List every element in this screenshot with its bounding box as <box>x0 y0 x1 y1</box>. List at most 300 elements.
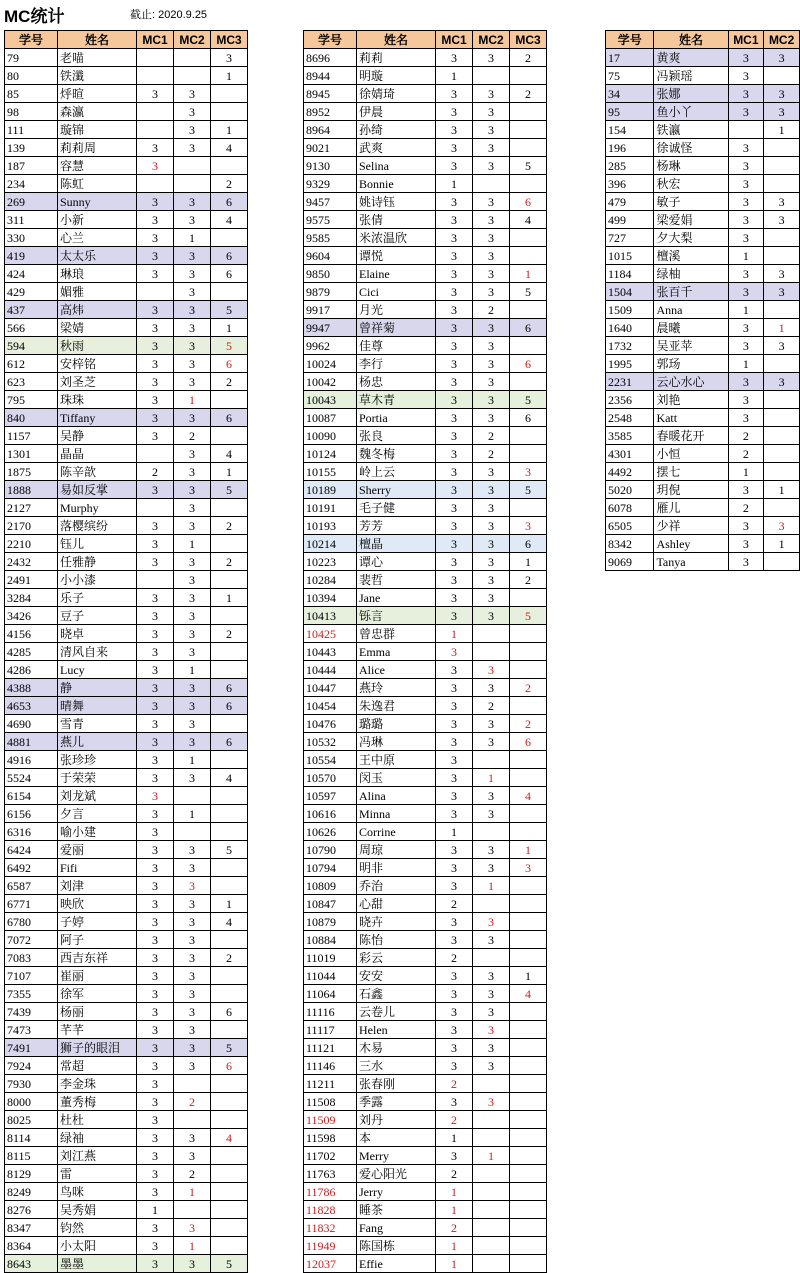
cell-mc3 <box>510 1201 547 1219</box>
cell-mc1 <box>137 49 174 67</box>
table-row <box>5 841 248 859</box>
cell-mc2 <box>174 1201 211 1219</box>
cell-name: 豆子 <box>58 607 137 625</box>
table-row <box>606 481 800 499</box>
table-row <box>5 247 248 265</box>
cell-name: 董秀梅 <box>58 1093 137 1111</box>
cell-mc2: 3 <box>764 85 800 103</box>
cell-name: 黄爽 <box>654 49 728 67</box>
cell-id: 75 <box>606 67 654 85</box>
cell-name: 吴秀娟 <box>58 1201 137 1219</box>
cell-name: 徐军 <box>58 985 137 1003</box>
table-row <box>606 121 800 139</box>
table-row <box>5 49 248 67</box>
cell-mc1: 3 <box>436 1093 473 1111</box>
cell-id: 1015 <box>606 247 654 265</box>
table-row <box>606 535 800 553</box>
cell-mc2: 3 <box>473 49 510 67</box>
cell-mc3 <box>510 949 547 967</box>
cell-name: 乔治 <box>357 877 436 895</box>
cell-id: 11509 <box>304 1111 357 1129</box>
table-row <box>304 553 547 571</box>
cell-mc1: 3 <box>137 373 174 391</box>
cell-name: 晴舞 <box>58 697 137 715</box>
cell-mc3 <box>211 823 248 841</box>
cell-mc2: 3 <box>473 985 510 1003</box>
cell-mc2 <box>473 751 510 769</box>
cell-mc2: 3 <box>174 841 211 859</box>
cell-mc1: 3 <box>436 1147 473 1165</box>
cell-id: 9575 <box>304 211 357 229</box>
cell-mc2: 3 <box>174 1129 211 1147</box>
cell-mc1: 3 <box>436 391 473 409</box>
cell-id: 727 <box>606 229 654 247</box>
cell-mc3 <box>510 427 547 445</box>
cell-id: 7355 <box>5 985 58 1003</box>
cell-id: 6780 <box>5 913 58 931</box>
cell-mc2 <box>473 67 510 85</box>
cell-name: 雪青 <box>58 715 137 733</box>
cell-mc3: 5 <box>211 337 248 355</box>
cell-mc3 <box>510 661 547 679</box>
cell-mc2: 3 <box>174 283 211 301</box>
cell-name: 于荣荣 <box>58 769 137 787</box>
cell-id: 10794 <box>304 859 357 877</box>
cell-id: 4690 <box>5 715 58 733</box>
cell-id: 10570 <box>304 769 357 787</box>
cell-mc2 <box>764 391 800 409</box>
cell-name: 檀溪 <box>654 247 728 265</box>
table-row <box>5 1147 248 1165</box>
cell-mc3 <box>510 1183 547 1201</box>
table-row <box>606 319 800 337</box>
cell-id: 6771 <box>5 895 58 913</box>
cell-name: 钧然 <box>58 1219 137 1237</box>
cell-mc1: 3 <box>436 913 473 931</box>
cell-mc3 <box>510 103 547 121</box>
cell-id: 196 <box>606 139 654 157</box>
page-title: MC统计 <box>4 7 65 26</box>
table-row <box>5 553 248 571</box>
cell-id: 594 <box>5 337 58 355</box>
header-name: 姓名 <box>357 31 436 49</box>
cell-id: 10394 <box>304 589 357 607</box>
cell-mc1: 1 <box>436 823 473 841</box>
cell-mc2 <box>764 139 800 157</box>
cell-mc1: 3 <box>436 571 473 589</box>
cell-id: 10447 <box>304 679 357 697</box>
cell-mc3 <box>510 1255 547 1273</box>
cell-id: 4285 <box>5 643 58 661</box>
cell-mc3: 5 <box>510 391 547 409</box>
cell-mc3 <box>211 1219 248 1237</box>
cell-id: 4881 <box>5 733 58 751</box>
cell-id: 17 <box>606 49 654 67</box>
cell-name: 刘津 <box>58 877 137 895</box>
cell-mc1: 3 <box>137 427 174 445</box>
cell-id: 10223 <box>304 553 357 571</box>
cell-name: 秋雨 <box>58 337 137 355</box>
cell-mc3: 4 <box>211 139 248 157</box>
cell-mc2: 3 <box>473 589 510 607</box>
cell-mc3 <box>211 931 248 949</box>
cell-mc2: 3 <box>174 859 211 877</box>
cell-name: 姚诗钰 <box>357 193 436 211</box>
cell-mc2: 3 <box>764 265 800 283</box>
deadline-label: 截止: 2020.9.25 <box>130 9 208 21</box>
cell-name: 喻小建 <box>58 823 137 841</box>
cell-id: 11508 <box>304 1093 357 1111</box>
cell-id: 10443 <box>304 643 357 661</box>
cell-mc1: 3 <box>436 463 473 481</box>
cell-id: 795 <box>5 391 58 409</box>
cell-name: 清风自来 <box>58 643 137 661</box>
cell-id: 5020 <box>606 481 654 499</box>
cell-mc1: 2 <box>436 1165 473 1183</box>
cell-mc1 <box>137 571 174 589</box>
cell-mc1: 1 <box>436 1201 473 1219</box>
cell-id: 8952 <box>304 103 357 121</box>
cell-name: 烀暄 <box>58 85 137 103</box>
cell-id: 10425 <box>304 625 357 643</box>
cell-mc3 <box>510 67 547 85</box>
cell-mc1: 3 <box>137 625 174 643</box>
cell-mc3 <box>510 643 547 661</box>
cell-id: 10626 <box>304 823 357 841</box>
cell-mc1: 3 <box>137 1057 174 1075</box>
cell-name: 敏子 <box>654 193 728 211</box>
table-row <box>5 211 248 229</box>
table-row <box>304 679 547 697</box>
cell-name: Murphy <box>58 499 137 517</box>
cell-mc2: 3 <box>174 1147 211 1165</box>
table-row <box>304 445 547 463</box>
cell-mc3: 2 <box>211 949 248 967</box>
cell-mc2: 3 <box>174 103 211 121</box>
cell-mc1: 3 <box>728 283 764 301</box>
table-row <box>5 733 248 751</box>
cell-name: Bonnie <box>357 175 436 193</box>
cell-name: 睡茶 <box>357 1201 436 1219</box>
cell-id: 98 <box>5 103 58 121</box>
table-row <box>606 463 800 481</box>
cell-mc2 <box>764 247 800 265</box>
header-mc2: MC2 <box>174 31 211 49</box>
cell-mc2: 1 <box>174 661 211 679</box>
table-row <box>606 337 800 355</box>
cell-id: 2231 <box>606 373 654 391</box>
table-row <box>304 877 547 895</box>
header-mc3: MC3 <box>211 31 248 49</box>
cell-name: 小太阳 <box>58 1237 137 1255</box>
cell-mc1: 3 <box>728 553 764 571</box>
cell-mc2: 3 <box>174 445 211 463</box>
table-row <box>5 85 248 103</box>
table-row <box>304 427 547 445</box>
cell-name: Corrine <box>357 823 436 841</box>
table-row <box>5 877 248 895</box>
cell-id: 9585 <box>304 229 357 247</box>
cell-mc2: 3 <box>174 139 211 157</box>
cell-name: 鸟咪 <box>58 1183 137 1201</box>
cell-mc3 <box>211 607 248 625</box>
cell-name: 张珍珍 <box>58 751 137 769</box>
table-row <box>606 265 800 283</box>
cell-mc1: 3 <box>436 535 473 553</box>
cell-mc3: 6 <box>211 193 248 211</box>
cell-mc2: 3 <box>174 607 211 625</box>
cell-mc1: 3 <box>436 157 473 175</box>
table-row <box>304 1039 547 1057</box>
cell-name: Fifi <box>58 859 137 877</box>
cell-mc3 <box>510 1057 547 1075</box>
header-name: 姓名 <box>58 31 137 49</box>
table-row <box>304 103 547 121</box>
cell-id: 285 <box>606 157 654 175</box>
cell-mc1: 2 <box>436 1075 473 1093</box>
cell-mc1: 3 <box>137 877 174 895</box>
cell-name: 爱丽 <box>58 841 137 859</box>
cell-mc1: 3 <box>137 1237 174 1255</box>
cell-mc2: 3 <box>174 517 211 535</box>
cell-name: 张倩 <box>357 211 436 229</box>
cell-name: 铄言 <box>357 607 436 625</box>
cell-mc1: 3 <box>728 229 764 247</box>
cell-name: 朱逸君 <box>357 697 436 715</box>
table-row <box>304 1129 547 1147</box>
cell-name: 芳芳 <box>357 517 436 535</box>
cell-mc2 <box>473 1165 510 1183</box>
cell-mc1: 3 <box>137 859 174 877</box>
table-row <box>5 373 248 391</box>
cell-id: 8643 <box>5 1255 58 1273</box>
cell-mc2: 3 <box>473 607 510 625</box>
table-row <box>304 517 547 535</box>
cell-mc1: 3 <box>436 499 473 517</box>
table-row <box>5 1237 248 1255</box>
cell-mc1: 3 <box>137 1075 174 1093</box>
cell-mc2: 3 <box>174 409 211 427</box>
cell-mc2: 3 <box>473 121 510 139</box>
cell-name: Effie <box>357 1255 436 1273</box>
cell-id: 9962 <box>304 337 357 355</box>
cell-mc3: 6 <box>211 409 248 427</box>
cell-mc1: 3 <box>728 139 764 157</box>
cell-mc3: 6 <box>211 265 248 283</box>
cell-mc2: 3 <box>764 193 800 211</box>
cell-id: 3426 <box>5 607 58 625</box>
cell-mc1: 3 <box>137 751 174 769</box>
cell-mc1: 2 <box>436 1219 473 1237</box>
cell-name: Merry <box>357 1147 436 1165</box>
cell-id: 10124 <box>304 445 357 463</box>
cell-id: 139 <box>5 139 58 157</box>
table-row <box>304 607 547 625</box>
cell-mc1: 1 <box>728 463 764 481</box>
table-row <box>606 193 800 211</box>
cell-mc2 <box>473 643 510 661</box>
cell-mc1: 3 <box>728 481 764 499</box>
cell-name: Cici <box>357 283 436 301</box>
cell-mc2: 1 <box>473 877 510 895</box>
cell-mc2: 3 <box>174 553 211 571</box>
cell-name: 莉莉 <box>357 49 436 67</box>
cell-mc3: 2 <box>510 715 547 733</box>
cell-mc2: 3 <box>174 211 211 229</box>
table-row <box>304 157 547 175</box>
cell-mc1: 3 <box>137 247 174 265</box>
cell-mc1: 3 <box>436 1039 473 1057</box>
cell-mc3: 4 <box>510 985 547 1003</box>
cell-mc3 <box>510 1075 547 1093</box>
cell-name: 璐璐 <box>357 715 436 733</box>
table-row <box>5 769 248 787</box>
table-row <box>606 211 800 229</box>
cell-mc2: 3 <box>473 1021 510 1039</box>
cell-name: Anna <box>654 301 728 319</box>
cell-mc2: 3 <box>764 517 800 535</box>
cell-mc3: 6 <box>211 1003 248 1021</box>
cell-mc1: 3 <box>728 517 764 535</box>
cell-mc2: 3 <box>174 697 211 715</box>
cell-mc1: 3 <box>728 319 764 337</box>
cell-mc1: 3 <box>436 769 473 787</box>
cell-id: 6316 <box>5 823 58 841</box>
cell-mc3 <box>510 895 547 913</box>
cell-mc1: 3 <box>436 445 473 463</box>
cell-id: 6156 <box>5 805 58 823</box>
cell-id: 95 <box>606 103 654 121</box>
cell-mc1: 2 <box>137 463 174 481</box>
cell-mc1: 1 <box>436 1129 473 1147</box>
cell-mc2 <box>473 1237 510 1255</box>
cell-mc2 <box>764 427 800 445</box>
cell-mc3 <box>510 1129 547 1147</box>
cell-id: 8129 <box>5 1165 58 1183</box>
cell-mc2 <box>473 1201 510 1219</box>
cell-mc3: 6 <box>510 355 547 373</box>
cell-mc1: 3 <box>137 265 174 283</box>
cell-mc1: 3 <box>436 139 473 157</box>
table-row <box>5 1003 248 1021</box>
table-row <box>304 1183 547 1201</box>
cell-id: 10884 <box>304 931 357 949</box>
table-row <box>304 931 547 949</box>
cell-mc1: 3 <box>728 337 764 355</box>
cell-name: 爱心阳光 <box>357 1165 436 1183</box>
cell-mc1 <box>137 67 174 85</box>
cell-id: 6587 <box>5 877 58 895</box>
cell-mc2: 3 <box>174 193 211 211</box>
cell-name: Minna <box>357 805 436 823</box>
cell-mc3: 5 <box>510 481 547 499</box>
cell-name: 璇锦 <box>58 121 137 139</box>
cell-name: 张百千 <box>654 283 728 301</box>
table-row <box>304 1255 547 1273</box>
cell-id: 10444 <box>304 661 357 679</box>
cell-name: 张娜 <box>654 85 728 103</box>
cell-mc2: 3 <box>473 661 510 679</box>
cell-mc2: 1 <box>174 1237 211 1255</box>
cell-name: 闵玉 <box>357 769 436 787</box>
table-row <box>606 553 800 571</box>
cell-mc2: 3 <box>174 355 211 373</box>
cell-mc2 <box>764 553 800 571</box>
cell-mc2: 3 <box>764 211 800 229</box>
cell-mc3: 6 <box>510 193 547 211</box>
cell-id: 269 <box>5 193 58 211</box>
table-row <box>304 229 547 247</box>
table-row <box>5 1021 248 1039</box>
table-row <box>5 157 248 175</box>
cell-mc3: 5 <box>510 157 547 175</box>
cell-mc1: 3 <box>137 787 174 805</box>
cell-mc2: 3 <box>174 733 211 751</box>
cell-mc1: 2 <box>436 1111 473 1129</box>
table-row <box>5 1201 248 1219</box>
table-row <box>5 103 248 121</box>
cell-mc2: 3 <box>473 535 510 553</box>
table-row <box>304 733 547 751</box>
table-row <box>304 391 547 409</box>
cell-mc2 <box>764 445 800 463</box>
cell-mc3 <box>510 337 547 355</box>
header-mc1: MC1 <box>728 31 764 49</box>
cell-name: 李金珠 <box>58 1075 137 1093</box>
cell-mc2 <box>473 949 510 967</box>
cell-mc2: 1 <box>764 535 800 553</box>
table-row <box>5 787 248 805</box>
cell-mc1 <box>137 283 174 301</box>
cell-id: 11121 <box>304 1039 357 1057</box>
cell-mc2 <box>764 301 800 319</box>
cell-mc2: 1 <box>764 121 800 139</box>
cell-mc1: 3 <box>728 193 764 211</box>
cell-name: 映欣 <box>58 895 137 913</box>
cell-mc2: 3 <box>473 967 510 985</box>
cell-mc1: 3 <box>137 607 174 625</box>
cell-id: 2170 <box>5 517 58 535</box>
cell-id: 1157 <box>5 427 58 445</box>
cell-name: 崔丽 <box>58 967 137 985</box>
cell-mc3 <box>510 1219 547 1237</box>
table-row <box>304 139 547 157</box>
cell-name: 西吉东祥 <box>58 949 137 967</box>
table-row <box>5 967 248 985</box>
cell-mc3 <box>211 1093 248 1111</box>
cell-id: 234 <box>5 175 58 193</box>
cell-name: 曾忠群 <box>357 625 436 643</box>
cell-mc1: 2 <box>436 949 473 967</box>
cell-id: 7473 <box>5 1021 58 1039</box>
cell-mc3 <box>510 499 547 517</box>
cell-mc2: 3 <box>473 553 510 571</box>
cell-mc2: 3 <box>174 643 211 661</box>
cell-name: 檀晶 <box>357 535 436 553</box>
table-middle <box>303 30 547 1273</box>
cell-mc1: 3 <box>436 787 473 805</box>
cell-mc1: 3 <box>436 715 473 733</box>
cell-name: 冯颖瑶 <box>654 67 728 85</box>
cell-name: Jane <box>357 589 436 607</box>
cell-name: 佳尊 <box>357 337 436 355</box>
cell-mc3 <box>211 157 248 175</box>
cell-mc2: 3 <box>473 247 510 265</box>
table-row <box>606 373 800 391</box>
cell-id: 9130 <box>304 157 357 175</box>
cell-name: 刘丹 <box>357 1111 436 1129</box>
cell-mc2: 1 <box>473 769 510 787</box>
